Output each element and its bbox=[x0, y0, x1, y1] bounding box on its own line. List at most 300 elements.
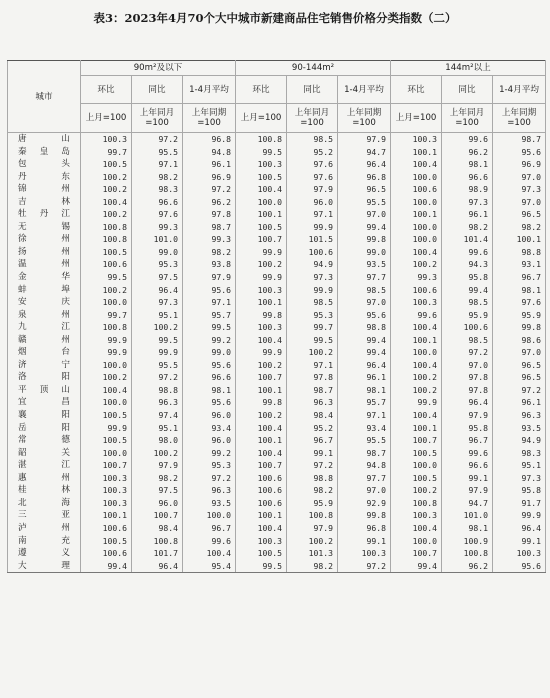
index-value-cell: 100.2 bbox=[391, 258, 442, 271]
city-cell: 济宁 bbox=[8, 359, 81, 372]
index-value-cell: 98.3 bbox=[493, 447, 546, 460]
index-value-cell: 99.4 bbox=[338, 346, 391, 359]
index-value-cell: 94.9 bbox=[493, 434, 546, 447]
index-value-cell: 96.5 bbox=[493, 371, 546, 384]
index-value-cell: 100.4 bbox=[81, 384, 132, 397]
index-value-cell: 98.4 bbox=[287, 409, 338, 422]
index-value-cell: 95.8 bbox=[442, 422, 493, 435]
index-value-cell: 98.2 bbox=[287, 484, 338, 497]
index-value-cell: 100.8 bbox=[81, 321, 132, 334]
index-value-cell: 100.3 bbox=[236, 321, 287, 334]
index-value-cell: 97.2 bbox=[493, 384, 546, 397]
table-row bbox=[8, 133, 546, 146]
index-value-cell: 97.9 bbox=[287, 522, 338, 535]
index-value-cell: 94.7 bbox=[442, 497, 493, 510]
index-value-cell: 100.7 bbox=[236, 371, 287, 384]
index-value-cell: 93.5 bbox=[493, 422, 546, 435]
index-value-cell: 93.4 bbox=[338, 422, 391, 435]
index-value-cell: 99.9 bbox=[81, 334, 132, 347]
index-value-cell: 92.9 bbox=[338, 497, 391, 510]
index-value-cell: 100.1 bbox=[81, 509, 132, 522]
index-value-cell: 100.4 bbox=[236, 334, 287, 347]
index-value-cell: 95.8 bbox=[493, 484, 546, 497]
index-value-cell: 101.0 bbox=[132, 233, 183, 246]
index-value-cell: 99.2 bbox=[183, 447, 236, 460]
index-value-cell: 100.2 bbox=[81, 284, 132, 297]
index-value-cell: 95.1 bbox=[132, 422, 183, 435]
base-label-last-year-period: 上年同期=100 bbox=[183, 104, 236, 133]
index-value-cell: 100.5 bbox=[81, 246, 132, 259]
col-header-yoy: 同比 bbox=[132, 76, 183, 104]
index-value-cell: 96.7 bbox=[442, 434, 493, 447]
index-value-cell: 99.6 bbox=[391, 309, 442, 322]
table-title: 表3：2023年4月70个大中城市新建商品住宅销售价格分类指数（二） bbox=[93, 11, 457, 25]
index-value-cell: 100.0 bbox=[183, 509, 236, 522]
index-value-cell: 95.5 bbox=[132, 146, 183, 159]
index-value-cell: 95.5 bbox=[338, 434, 391, 447]
index-value-cell: 99.0 bbox=[338, 246, 391, 259]
index-value-cell: 100.6 bbox=[391, 183, 442, 196]
index-value-cell: 96.1 bbox=[338, 371, 391, 384]
index-value-cell: 100.6 bbox=[442, 321, 493, 334]
index-value-cell: 100.6 bbox=[287, 246, 338, 259]
index-value-cell: 99.2 bbox=[183, 334, 236, 347]
index-value-cell: 100.4 bbox=[236, 447, 287, 460]
index-value-cell: 101.0 bbox=[442, 509, 493, 522]
index-value-cell: 100.4 bbox=[391, 409, 442, 422]
index-value-cell: 97.9 bbox=[442, 484, 493, 497]
index-value-cell: 98.9 bbox=[442, 183, 493, 196]
table-row bbox=[8, 258, 546, 271]
index-value-cell: 95.6 bbox=[338, 309, 391, 322]
index-value-cell: 96.6 bbox=[132, 196, 183, 209]
index-value-cell: 100.3 bbox=[391, 133, 442, 146]
index-value-cell: 96.3 bbox=[493, 409, 546, 422]
city-cell: 常德 bbox=[8, 434, 81, 447]
index-value-cell: 100.2 bbox=[287, 346, 338, 359]
index-value-cell: 100.5 bbox=[81, 535, 132, 548]
index-value-cell: 100.7 bbox=[236, 233, 287, 246]
index-value-cell: 100.1 bbox=[236, 296, 287, 309]
city-cell: 遵义 bbox=[8, 547, 81, 560]
index-value-cell: 100.2 bbox=[81, 208, 132, 221]
index-value-cell: 101.3 bbox=[287, 547, 338, 560]
index-value-cell: 100.4 bbox=[236, 183, 287, 196]
index-value-cell: 100.6 bbox=[81, 258, 132, 271]
index-value-cell: 100.1 bbox=[493, 233, 546, 246]
index-value-cell: 97.0 bbox=[493, 196, 546, 209]
table-row bbox=[8, 284, 546, 297]
city-cell: 赣州 bbox=[8, 334, 81, 347]
index-value-cell: 97.0 bbox=[442, 359, 493, 372]
index-value-cell: 97.7 bbox=[338, 472, 391, 485]
city-cell: 唐山 bbox=[8, 133, 81, 146]
index-value-cell: 96.2 bbox=[442, 146, 493, 159]
group-header-large: 144m²以上 bbox=[391, 61, 546, 76]
index-value-cell: 96.2 bbox=[442, 560, 493, 573]
index-value-cell: 100.1 bbox=[236, 434, 287, 447]
index-value-cell: 96.7 bbox=[183, 522, 236, 535]
index-value-cell: 93.4 bbox=[183, 422, 236, 435]
index-value-cell: 97.0 bbox=[493, 171, 546, 184]
table-row bbox=[8, 409, 546, 422]
table-header bbox=[8, 61, 546, 133]
index-value-cell: 100.3 bbox=[81, 484, 132, 497]
index-value-cell: 96.3 bbox=[132, 396, 183, 409]
index-value-cell: 99.7 bbox=[287, 321, 338, 334]
index-value-cell: 99.9 bbox=[236, 271, 287, 284]
index-value-cell: 97.1 bbox=[287, 208, 338, 221]
index-value-cell: 100.4 bbox=[391, 522, 442, 535]
index-value-cell: 100.7 bbox=[81, 459, 132, 472]
index-value-cell: 100.4 bbox=[183, 547, 236, 560]
index-value-cell: 100.3 bbox=[81, 497, 132, 510]
index-value-cell: 97.6 bbox=[287, 171, 338, 184]
index-value-cell: 99.9 bbox=[81, 422, 132, 435]
index-value-cell: 99.8 bbox=[236, 396, 287, 409]
index-value-cell: 99.9 bbox=[493, 509, 546, 522]
city-cell: 泸州 bbox=[8, 522, 81, 535]
index-value-cell: 98.1 bbox=[493, 284, 546, 297]
city-cell: 秦皇岛 bbox=[8, 146, 81, 159]
index-value-cell: 96.1 bbox=[493, 396, 546, 409]
index-value-cell: 99.5 bbox=[287, 334, 338, 347]
index-value-cell: 99.4 bbox=[338, 221, 391, 234]
table-row bbox=[8, 535, 546, 548]
index-value-cell: 100.2 bbox=[236, 258, 287, 271]
index-value-cell: 97.8 bbox=[287, 371, 338, 384]
index-value-cell: 95.7 bbox=[338, 396, 391, 409]
index-value-cell: 100.6 bbox=[81, 547, 132, 560]
index-value-cell: 100.2 bbox=[81, 183, 132, 196]
city-cell: 洛阳 bbox=[8, 371, 81, 384]
index-value-cell: 100.3 bbox=[236, 158, 287, 171]
index-value-cell: 97.0 bbox=[338, 484, 391, 497]
table-row bbox=[8, 447, 546, 460]
index-value-cell: 100.3 bbox=[236, 535, 287, 548]
index-value-cell: 97.2 bbox=[183, 472, 236, 485]
index-value-cell: 100.8 bbox=[81, 233, 132, 246]
index-value-cell: 99.4 bbox=[391, 560, 442, 573]
index-value-cell: 100.4 bbox=[391, 359, 442, 372]
index-value-cell: 100.1 bbox=[391, 422, 442, 435]
index-value-cell: 99.5 bbox=[132, 334, 183, 347]
index-value-cell: 96.6 bbox=[183, 371, 236, 384]
city-cell: 烟台 bbox=[8, 346, 81, 359]
index-value-cell: 96.0 bbox=[132, 497, 183, 510]
price-index-table bbox=[7, 60, 546, 573]
index-value-cell: 98.3 bbox=[132, 183, 183, 196]
index-value-cell: 98.6 bbox=[493, 334, 546, 347]
index-value-cell: 95.6 bbox=[493, 560, 546, 573]
index-value-cell: 100.8 bbox=[81, 221, 132, 234]
index-value-cell: 100.1 bbox=[391, 334, 442, 347]
city-cell: 北海 bbox=[8, 497, 81, 510]
index-value-cell: 95.6 bbox=[183, 284, 236, 297]
col-header-mom: 环比 bbox=[81, 76, 132, 104]
table-row bbox=[8, 321, 546, 334]
index-value-cell: 99.9 bbox=[287, 284, 338, 297]
index-value-cell: 98.7 bbox=[493, 133, 546, 146]
index-value-cell: 95.6 bbox=[183, 396, 236, 409]
index-value-cell: 99.3 bbox=[391, 271, 442, 284]
index-value-cell: 100.1 bbox=[391, 146, 442, 159]
index-value-cell: 97.6 bbox=[132, 208, 183, 221]
index-value-cell: 100.1 bbox=[236, 208, 287, 221]
index-value-cell: 95.9 bbox=[493, 309, 546, 322]
index-value-cell: 100.3 bbox=[391, 509, 442, 522]
table-row bbox=[8, 208, 546, 221]
index-value-cell: 99.3 bbox=[132, 221, 183, 234]
index-value-cell: 97.3 bbox=[442, 196, 493, 209]
index-value-cell: 97.5 bbox=[132, 271, 183, 284]
col-header-avg: 1-4月平均 bbox=[493, 76, 546, 104]
index-value-cell: 100.0 bbox=[391, 196, 442, 209]
city-cell: 三亚 bbox=[8, 509, 81, 522]
index-value-cell: 101.4 bbox=[442, 233, 493, 246]
index-value-cell: 98.2 bbox=[132, 171, 183, 184]
index-value-cell: 100.6 bbox=[81, 522, 132, 535]
table-row bbox=[8, 422, 546, 435]
index-value-cell: 97.2 bbox=[183, 183, 236, 196]
index-value-cell: 97.3 bbox=[493, 472, 546, 485]
index-value-cell: 100.9 bbox=[442, 535, 493, 548]
index-value-cell: 96.9 bbox=[493, 158, 546, 171]
col-header-mom: 环比 bbox=[391, 76, 442, 104]
index-value-cell: 99.9 bbox=[81, 346, 132, 359]
index-value-cell: 100.7 bbox=[132, 509, 183, 522]
index-value-cell: 97.6 bbox=[493, 296, 546, 309]
city-cell: 岳阳 bbox=[8, 422, 81, 435]
index-value-cell: 100.2 bbox=[236, 359, 287, 372]
city-cell: 牡丹江 bbox=[8, 208, 81, 221]
index-value-cell: 100.0 bbox=[391, 535, 442, 548]
index-value-cell: 99.6 bbox=[183, 535, 236, 548]
index-value-cell: 100.5 bbox=[236, 171, 287, 184]
index-value-cell: 97.2 bbox=[132, 133, 183, 146]
index-value-cell: 95.4 bbox=[183, 560, 236, 573]
index-value-cell: 100.4 bbox=[236, 422, 287, 435]
index-value-cell: 100.2 bbox=[391, 371, 442, 384]
city-cell: 韶关 bbox=[8, 447, 81, 460]
index-value-cell: 100.7 bbox=[391, 547, 442, 560]
index-value-cell: 96.7 bbox=[287, 434, 338, 447]
city-cell: 泉州 bbox=[8, 309, 81, 322]
index-value-cell: 101.5 bbox=[287, 233, 338, 246]
table-row bbox=[8, 346, 546, 359]
table-row bbox=[8, 296, 546, 309]
index-value-cell: 98.0 bbox=[132, 434, 183, 447]
col-header-avg: 1-4月平均 bbox=[183, 76, 236, 104]
city-cell: 徐州 bbox=[8, 233, 81, 246]
table-body bbox=[8, 133, 546, 573]
city-cell: 蚌埠 bbox=[8, 284, 81, 297]
index-value-cell: 96.6 bbox=[442, 459, 493, 472]
index-value-cell: 100.1 bbox=[236, 509, 287, 522]
index-value-cell: 95.1 bbox=[132, 309, 183, 322]
index-value-cell: 100.3 bbox=[391, 296, 442, 309]
index-value-cell: 96.0 bbox=[287, 196, 338, 209]
index-value-cell: 98.2 bbox=[493, 221, 546, 234]
index-value-cell: 97.9 bbox=[338, 133, 391, 146]
index-value-cell: 100.0 bbox=[391, 221, 442, 234]
city-cell: 吉林 bbox=[8, 196, 81, 209]
index-value-cell: 100.3 bbox=[81, 472, 132, 485]
city-header: 城市 bbox=[8, 61, 81, 133]
index-value-cell: 97.2 bbox=[132, 371, 183, 384]
index-value-cell: 99.0 bbox=[183, 346, 236, 359]
index-value-cell: 96.0 bbox=[183, 409, 236, 422]
index-value-cell: 99.7 bbox=[81, 146, 132, 159]
index-value-cell: 96.5 bbox=[493, 359, 546, 372]
city-cell: 温州 bbox=[8, 258, 81, 271]
index-value-cell: 100.5 bbox=[81, 158, 132, 171]
index-value-cell: 99.9 bbox=[132, 346, 183, 359]
index-value-cell: 100.0 bbox=[236, 196, 287, 209]
index-value-cell: 97.5 bbox=[132, 484, 183, 497]
index-value-cell: 97.3 bbox=[493, 183, 546, 196]
table-row bbox=[8, 434, 546, 447]
index-value-cell: 100.2 bbox=[287, 535, 338, 548]
index-value-cell: 98.1 bbox=[442, 522, 493, 535]
index-value-cell: 100.5 bbox=[236, 221, 287, 234]
table-row bbox=[8, 146, 546, 159]
base-label-last-year-period: 上年同期=100 bbox=[338, 104, 391, 133]
index-value-cell: 97.9 bbox=[442, 409, 493, 422]
table-row bbox=[8, 396, 546, 409]
index-value-cell: 100.5 bbox=[236, 547, 287, 560]
index-value-cell: 96.3 bbox=[183, 484, 236, 497]
index-value-cell: 100.8 bbox=[132, 535, 183, 548]
index-value-cell: 94.8 bbox=[183, 146, 236, 159]
index-value-cell: 95.3 bbox=[183, 459, 236, 472]
index-value-cell: 100.2 bbox=[391, 484, 442, 497]
table-row bbox=[8, 309, 546, 322]
index-value-cell: 99.3 bbox=[183, 233, 236, 246]
index-value-cell: 99.1 bbox=[442, 472, 493, 485]
index-value-cell: 99.0 bbox=[132, 246, 183, 259]
index-value-cell: 100.0 bbox=[81, 396, 132, 409]
index-value-cell: 100.0 bbox=[81, 296, 132, 309]
col-header-yoy: 同比 bbox=[442, 76, 493, 104]
index-value-cell: 97.2 bbox=[287, 459, 338, 472]
index-value-cell: 97.8 bbox=[442, 384, 493, 397]
index-value-cell: 98.2 bbox=[183, 246, 236, 259]
city-cell: 九江 bbox=[8, 321, 81, 334]
table-row bbox=[8, 271, 546, 284]
index-value-cell: 97.0 bbox=[338, 208, 391, 221]
base-label-last-month: 上月=100 bbox=[391, 104, 442, 133]
index-value-cell: 98.8 bbox=[493, 246, 546, 259]
index-value-cell: 99.5 bbox=[81, 271, 132, 284]
index-value-cell: 100.7 bbox=[391, 434, 442, 447]
index-value-cell: 99.5 bbox=[183, 321, 236, 334]
index-value-cell: 98.8 bbox=[132, 384, 183, 397]
index-value-cell: 96.4 bbox=[442, 396, 493, 409]
base-label-last-year-month: 上年同月=100 bbox=[132, 104, 183, 133]
index-value-cell: 98.7 bbox=[338, 447, 391, 460]
index-value-cell: 99.5 bbox=[236, 146, 287, 159]
index-value-cell: 97.2 bbox=[338, 560, 391, 573]
index-value-cell: 100.4 bbox=[391, 246, 442, 259]
table-row bbox=[8, 384, 546, 397]
index-value-cell: 100.5 bbox=[391, 447, 442, 460]
index-value-cell: 98.5 bbox=[442, 296, 493, 309]
table-row bbox=[8, 560, 546, 573]
index-value-cell: 100.4 bbox=[391, 158, 442, 171]
index-value-cell: 99.6 bbox=[442, 246, 493, 259]
index-value-cell: 100.4 bbox=[236, 522, 287, 535]
index-value-cell: 99.8 bbox=[236, 309, 287, 322]
index-value-cell: 99.9 bbox=[236, 346, 287, 359]
index-value-cell: 98.8 bbox=[338, 321, 391, 334]
base-label-last-month: 上月=100 bbox=[236, 104, 287, 133]
index-value-cell: 99.8 bbox=[338, 509, 391, 522]
index-value-cell: 94.3 bbox=[442, 258, 493, 271]
index-value-cell: 96.4 bbox=[338, 359, 391, 372]
index-value-cell: 95.2 bbox=[287, 146, 338, 159]
index-value-cell: 95.3 bbox=[132, 258, 183, 271]
index-value-cell: 100.8 bbox=[236, 133, 287, 146]
index-value-cell: 96.4 bbox=[132, 560, 183, 573]
city-cell: 南充 bbox=[8, 535, 81, 548]
index-value-cell: 100.1 bbox=[236, 384, 287, 397]
index-value-cell: 99.5 bbox=[236, 560, 287, 573]
index-value-cell: 100.2 bbox=[81, 371, 132, 384]
index-value-cell: 100.3 bbox=[338, 547, 391, 560]
index-value-cell: 97.0 bbox=[493, 346, 546, 359]
index-value-cell: 93.1 bbox=[493, 258, 546, 271]
index-value-cell: 96.8 bbox=[338, 171, 391, 184]
index-value-cell: 95.8 bbox=[442, 271, 493, 284]
index-value-cell: 99.1 bbox=[493, 535, 546, 548]
city-cell: 安庆 bbox=[8, 296, 81, 309]
table-row bbox=[8, 522, 546, 535]
table-row bbox=[8, 171, 546, 184]
table-row bbox=[8, 334, 546, 347]
index-value-cell: 100.6 bbox=[236, 472, 287, 485]
index-value-cell: 99.8 bbox=[493, 321, 546, 334]
index-value-cell: 100.2 bbox=[236, 409, 287, 422]
index-value-cell: 98.7 bbox=[183, 221, 236, 234]
index-value-cell: 98.5 bbox=[338, 284, 391, 297]
index-value-cell: 96.4 bbox=[132, 284, 183, 297]
index-value-cell: 99.6 bbox=[442, 133, 493, 146]
col-header-avg: 1-4月平均 bbox=[338, 76, 391, 104]
index-value-cell: 97.3 bbox=[132, 296, 183, 309]
table-row bbox=[8, 547, 546, 560]
index-value-cell: 97.9 bbox=[287, 183, 338, 196]
index-value-cell: 96.3 bbox=[287, 396, 338, 409]
index-value-cell: 96.7 bbox=[493, 271, 546, 284]
index-value-cell: 96.4 bbox=[493, 522, 546, 535]
index-value-cell: 96.5 bbox=[338, 183, 391, 196]
index-value-cell: 99.6 bbox=[442, 447, 493, 460]
index-value-cell: 99.9 bbox=[391, 396, 442, 409]
city-cell: 襄阳 bbox=[8, 409, 81, 422]
index-value-cell: 100.5 bbox=[81, 434, 132, 447]
city-cell: 宜昌 bbox=[8, 396, 81, 409]
index-value-cell: 98.4 bbox=[132, 522, 183, 535]
index-value-cell: 100.3 bbox=[81, 133, 132, 146]
index-value-cell: 96.1 bbox=[442, 208, 493, 221]
index-value-cell: 100.8 bbox=[391, 497, 442, 510]
index-value-cell: 98.1 bbox=[183, 384, 236, 397]
index-value-cell: 98.2 bbox=[287, 560, 338, 573]
index-value-cell: 100.4 bbox=[81, 196, 132, 209]
index-value-cell: 98.1 bbox=[338, 384, 391, 397]
city-cell: 桂林 bbox=[8, 484, 81, 497]
